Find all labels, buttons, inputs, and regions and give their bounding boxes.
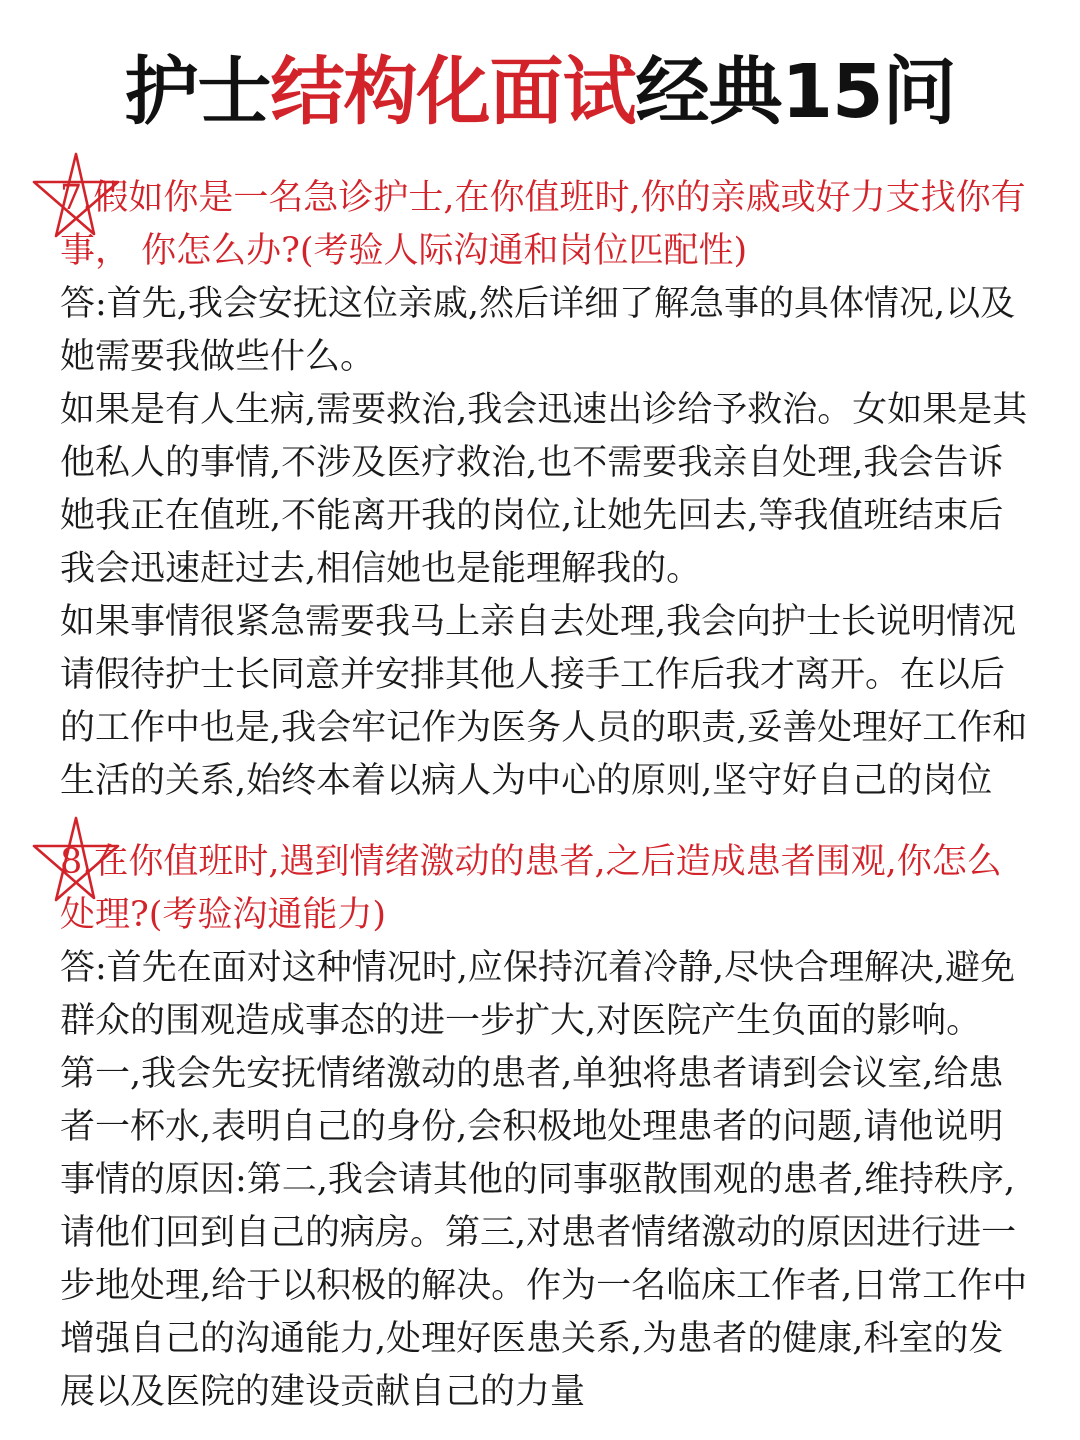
- title-part-3: 经典15问: [635, 49, 956, 135]
- answer-paragraph: 如果事情很紧急需要我马上亲自去处理,我会向护士长说明情况请假待护士长同意并安排其他人接手工作后我才离开。在以后的工作中也是,我会牢记作为医务人员的职责,妥善处理好工作和生活的关系,始终本着以病人为中心的原则,坚守好自己的岗位: [60, 602, 1028, 801]
- title-part-2-highlight: 结构化面试: [270, 49, 636, 135]
- answer-paragraph: 答:首先在面对这种情况时,应保持沉着冷静,尽快合理解决,避免群众的围观造成事态的进一步扩大,对医院产生负面的影响。: [60, 948, 1016, 1041]
- page-title: [0, 44, 1080, 140]
- qa-list: [60, 172, 1028, 1419]
- answer-paragraph: 第一,我会先安抚情绪激动的患者,单独将患者请到会议室,给患者一杯水,表明自己的身份,会积极地处理患者的问题,请他说明事情的原因:第二,我会请其他的同事驱散围观的患者,维持秩序,请他们回到自己的病房。第三,对患者情绪激动的原因进行进一步地处理,给于以积极的解决。作为一名临床工作者,日常工作中增强自己的沟通能力,处理好医患关系,为患者的健康,科室的发展以及医院的建设贡献自己的力量: [60, 1054, 1028, 1412]
- qa-item-8: [60, 836, 1028, 1419]
- answer-paragraph: 答:首先,我会安抚这位亲戚,然后详细了解急事的具体情况,以及她需要我做些什么。: [60, 284, 1016, 377]
- question-text: 8.在你值班时,遇到情绪激动的患者,之后造成患者围观,你怎么处理?(考验沟通能力): [60, 842, 1002, 935]
- question-text: 7.假如你是一名急诊护士,在你值班时,你的亲戚或好力支找你有事， 你怎么办?(考验人际沟通和岗位匹配性): [60, 178, 1026, 271]
- title-part-1: 护士: [124, 49, 271, 135]
- qa-item-7: [60, 172, 1028, 808]
- answer-paragraph: 如果是有人生病,需要救治,我会迅速出诊给予救治。女如果是其他私人的事情,不涉及医疗救治,也不需要我亲自处理,我会告诉她我正在值班,不能离开我的岗位,让她先回去,等我值班结束后我会迅速赶过去,相信她也是能理解我的。: [60, 390, 1028, 589]
